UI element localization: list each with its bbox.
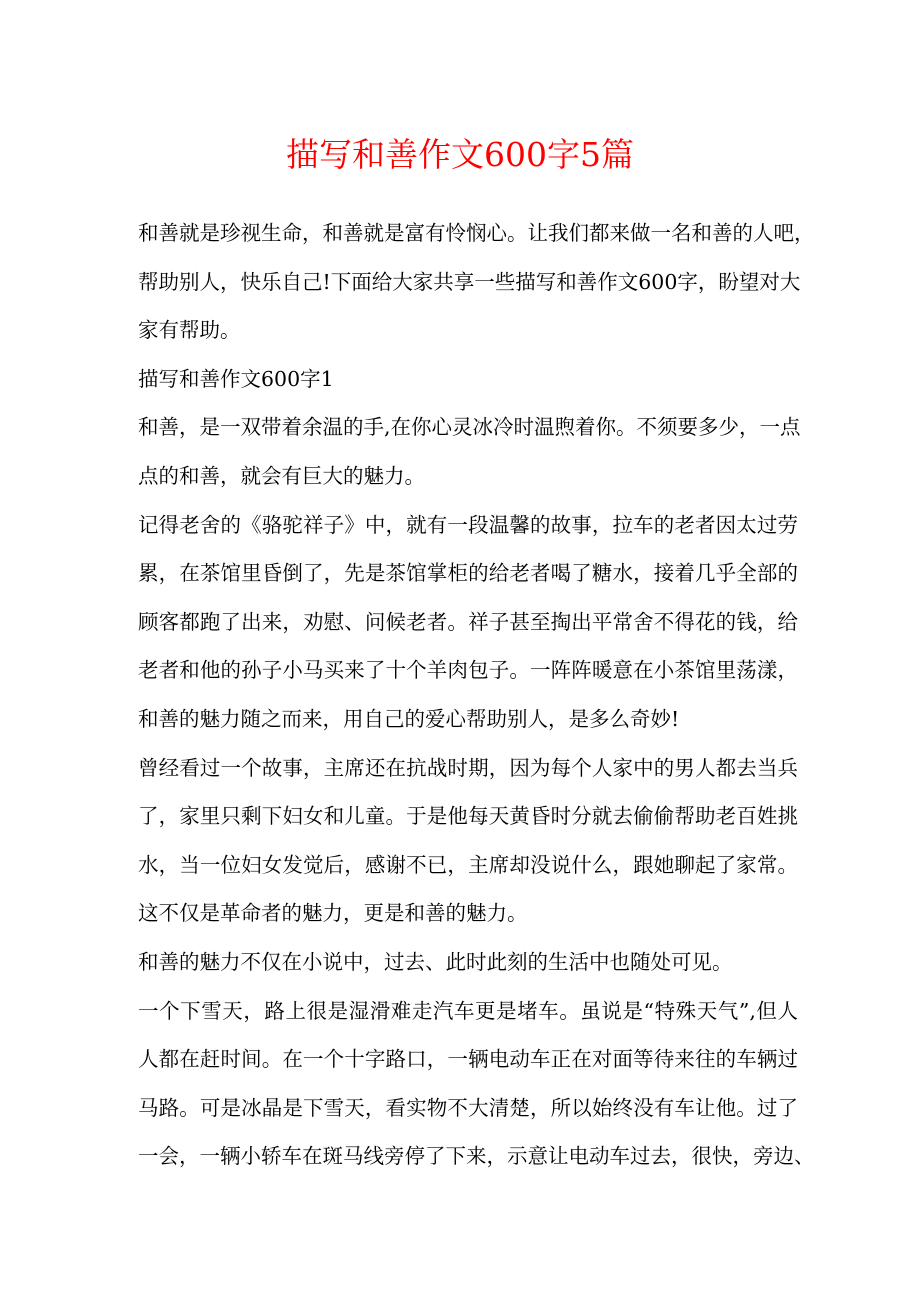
text-line: 马路。可是冰晶是下雪天，看实物不大清楚，所以始终没有车让他。过了 bbox=[138, 1095, 798, 1120]
text-line: 和善就是珍视生命，和善就是富有怜悯心。让我们都来做一名和善的人吧， bbox=[138, 221, 815, 245]
text-line: 累，在茶馆里昏倒了，先是茶馆掌柜的给老者喝了糖水，接着几乎全部的 bbox=[138, 561, 798, 586]
text-line: 一会，一辆小轿车在斑马线旁停了下来，示意让电动车过去，很快，旁边、 bbox=[138, 1144, 815, 1169]
text-line: 一个下雪天，路上很是湿滑难走汽车更是堵车。虽说是“特殊天气”,但人 bbox=[138, 998, 798, 1023]
text-line: 点的和善，就会有巨大的魅力。 bbox=[138, 463, 425, 488]
page-title: 描写和善作文600字5篇 bbox=[286, 135, 634, 174]
text-line: 了，家里只剩下妇女和儿童。于是他每天黄昏时分就去偷偷帮助老百姓挑 bbox=[138, 804, 798, 829]
text-line: 记得老舍的《骆驼祥子》中，就有一段温馨的故事，拉车的老者因太过劳 bbox=[138, 512, 798, 537]
text-line: 曾经看过一个故事，主席还在抗战时期，因为每个人家中的男人都去当兵 bbox=[138, 755, 798, 780]
text-line: 顾客都跑了出来，劝慰、问候老者。祥子甚至掏出平常舍不得花的钱，给 bbox=[138, 609, 798, 634]
text-line: 帮助别人，快乐自己!下面给大家共享一些描写和善作文600字，盼望对大 bbox=[138, 269, 801, 294]
text-line: 和善的魅力随之而来，用自己的爱心帮助别人，是多么奇妙! bbox=[138, 706, 680, 731]
text-line: 老者和他的孙子小马买来了十个羊肉包子。一阵阵暖意在小茶馆里荡漾， bbox=[138, 658, 798, 683]
text-line: 这不仅是革命者的魅力，更是和善的魅力。 bbox=[138, 901, 528, 926]
text-line: 和善，是一双带着余温的手,在你心灵冰冷时温煦着你。不须要多少，一点 bbox=[138, 415, 801, 440]
text-line: 家有帮助。 bbox=[138, 318, 241, 343]
text-line: 水，当一位妇女发觉后，感谢不已，主席却没说什么，跟她聊起了家常。 bbox=[138, 852, 798, 877]
text-line: 和善的魅力不仅在小说中，过去、此时此刻的生活中也随处可见。 bbox=[138, 949, 733, 974]
text-line: 人都在赶时间。在一个十字路口，一辆电动车正在对面等待来往的车辆过 bbox=[138, 1047, 798, 1072]
article-body bbox=[138, 209, 815, 1181]
section-heading: 描写和善作文600字1 bbox=[138, 366, 334, 391]
